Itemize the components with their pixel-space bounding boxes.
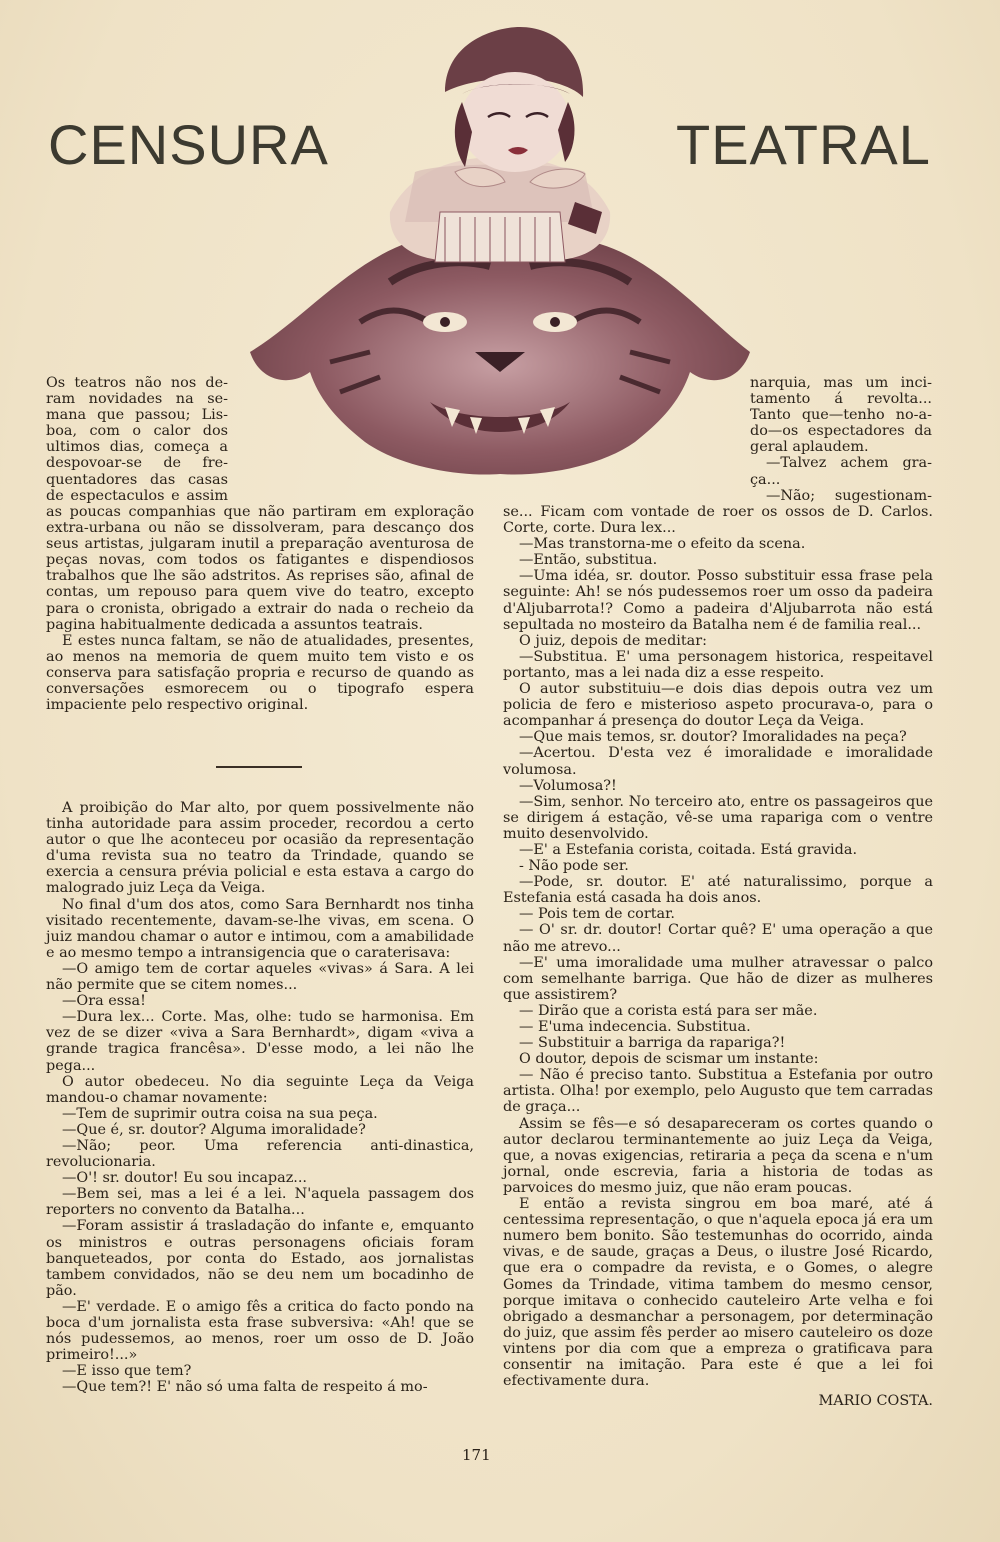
- paragraph: —E isso que tem?: [62, 1363, 192, 1380]
- paragraph: —Tem de suprimir outra coisa na sua peça.: [62, 1105, 378, 1122]
- right-column: [503, 504, 933, 1409]
- page-number: 171: [462, 1446, 491, 1464]
- paragraph: —Volumosa?!: [519, 777, 617, 794]
- paragraph: — Dirão que a corista está para ser mãe.: [519, 1002, 818, 1019]
- title-right: TEATRAL: [676, 113, 931, 176]
- paragraph: —Dura lex... Corte. Mas, olhe: tudo se harmonisa. Em vez de se dizer «viva a Sara Bernhardt», digam «viva a grande tragica francêsa». D'esse modo, a lei não lhe pega...: [46, 1009, 474, 1074]
- paragraph: —Que mais temos, sr. doutor? Imoralidades na peça?: [519, 729, 907, 746]
- paragraph: — O' sr. dr. doutor! Cortar quê? E' uma operação a que não me atrevo...: [503, 922, 933, 955]
- paragraph: —Que tem?! E' não só uma falta de respeito á mo-: [62, 1379, 428, 1396]
- intro-line: ultimos dias, começa a: [46, 439, 228, 456]
- right-line: Tanto que—tenho no-a-: [750, 407, 932, 424]
- woman-tiger-illustration: [240, 22, 760, 480]
- author-signature: MARIO COSTA.: [818, 1393, 933, 1410]
- right-line: tamento á revolta...: [750, 391, 932, 408]
- paragraph: —O amigo tem de cortar aqueles «vivas» á Sara. A lei não permite que se citem nomes...: [46, 960, 474, 994]
- paragraph: —E' a Estefania corista, coitada. Está gravida.: [519, 841, 858, 858]
- paragraph: —Não; peor. Uma referencia anti-dinastica, revolucionaria.: [46, 1137, 474, 1171]
- paragraph: No final d'um dos atos, como Sara Bernhardt nos tinha visitado recentemente, davam-se-lhe vivas, em scena. O juiz mandou chamar o autor e intimou, com a amabilidade e ao mesmo tempo a intransigencia que o caraterisava:: [46, 896, 474, 961]
- paragraph: —Ora essa!: [62, 993, 146, 1010]
- paragraph: - Não pode ser.: [519, 858, 629, 875]
- paragraph: O autor obedeceu. No dia seguinte Leça da Veiga mandou-o chamar novamente:: [46, 1073, 474, 1106]
- intro-line: ram novidades na se-: [46, 391, 228, 408]
- paragraph: O autor substituiu—e dois dias depois outra vez um policia de fero e misterioso aspeto procurava-o, para o acompanhar á presença do doutor Leça da Veiga.: [503, 681, 933, 730]
- paragraph: —Mas transtorna-me o efeito da scena.: [519, 536, 806, 553]
- intro-line: despovoar-se de fre-: [46, 455, 228, 472]
- intro-line: Os teatros não nos de-: [46, 375, 228, 391]
- paragraph: se... Ficam com vontade de roer os ossos de D. Carlos. Corte, corte. Dura lex...: [503, 504, 933, 537]
- intro-narrow-column: [46, 375, 228, 504]
- paragraph: E estes nunca faltam, se não de atualidades, presentes, ao menos na memoria de quem muito tem visto e os conserva para satisfação propria e recurso de quando as conversações esmorecem ou o tipografo espera impaciente pelo respectivo original.: [46, 632, 474, 714]
- paragraph: as poucas companhias que não partiram em exploração extra-urbana ou não se dissolveram, para descanço dos seus artistas, julgaram inutil a preparação aventurosa de peças novas, com todos os fatigantes e dispendiosos trabalhos que lhe são adstritos. As reprises são, afinal de contas, um repouso para quem vive do teatro, excepto para o cronista, obrigado a extrair do nada o recheio da pagina habitualmente dedicada a assuntos teatrais.: [46, 504, 474, 633]
- right-line: ça...: [750, 471, 781, 488]
- left-column: [46, 800, 474, 1395]
- intro-continuation: [46, 504, 474, 713]
- paragraph: — Não é preciso tanto. Substitua a Estefania por outro artista. Olha! por exemplo, pelo Augusto que tem carradas de graça...: [503, 1067, 933, 1116]
- paragraph: —Foram assistir á trasladação do infante e, emquanto os ministros e outras personagens oficiais foram banqueteados, por conta do Estado, aos jornalistas tambem convidados, não se deu nem um bocadinho de pão.: [46, 1218, 474, 1299]
- paragraph: —E' uma imoralidade uma mulher atravessar o palco com semelhante barriga. Que hão de dizer as mulheres que assistirem?: [503, 954, 933, 1003]
- paragraph: A proibição do Mar alto, por quem possivelmente não tinha autoridade para assim proceder, recordou a certo autor o que lhe aconteceu por ocasião da representação d'uma revista sua no teatro da Trindade, quando se exercia a censura prévia policial e esta estava a cargo do malogrado juiz Leça da Veiga.: [46, 800, 474, 897]
- section-divider: [216, 766, 302, 768]
- paragraph: — Pois tem de cortar.: [519, 906, 675, 923]
- paragraph: —Sim, senhor. No terceiro ato, entre os passageiros que se dirigem á estação, vê-se uma rapariga com o ventre muito desenvolvido.: [503, 793, 933, 842]
- right-line: narquia, mas um inci-: [750, 375, 932, 391]
- right-line: do—os espectadores da: [750, 423, 932, 440]
- right-narrow-column: [750, 375, 932, 504]
- intro-line: boa, com o calor dos: [46, 423, 228, 440]
- paragraph: O juiz, depois de meditar:: [519, 632, 707, 649]
- paragraph: Assim se fês—e só desapareceram os cortes quando o autor declarou terminantemente ao juiz Leça da Veiga, que, a novas exigencias, retiraria a peça da scena e n'um jornal, onde escrevia, faria a historia de todas as parvoices do mesmo juiz, que não eram poucas.: [503, 1115, 933, 1196]
- paragraph: — E'uma indecencia. Substitua.: [519, 1019, 751, 1035]
- title-left: CENSURA: [48, 113, 329, 176]
- paragraph: E então a revista singrou em boa maré, até á centessima representação, o que n'aquela epoca já era um numero bem bonito. São testemunhas do ocorrido, ainda vivas, e de saude, graças a Deus, o ilustre José Ricardo, que era o compadre da revista, e o Gomes, o alegre Gomes da Trindade, vitima tambem do mesmo censor, porque imitava o conhecido cauteleiro Arte velha e foi obrigado a desmanchar a personagem, por determinação do juiz, que assim fês perder ao misero cauteleiro os doze vintens por dia com que a empreza o gratificava para consentir na imitação. Para este é que a lei foi efectivamente dura.: [503, 1196, 933, 1390]
- paragraph: —E' verdade. E o amigo fês a critica do facto pondo na boca d'um jornalista esta frase subversiva: «Ah! que se nós pudessemos, ao menos, roer um osso de D. João primeiro!...»: [46, 1298, 474, 1364]
- paragraph: —Que é, sr. doutor? Alguma imoralidade?: [62, 1121, 366, 1138]
- paragraph: —Então, substitua.: [519, 552, 658, 569]
- paragraph: —Acertou. D'esta vez é imoralidade e imoralidade volumosa.: [503, 745, 933, 778]
- right-line: geral aplaudem.: [750, 439, 869, 456]
- right-line: —Não; sugestionam-: [766, 487, 932, 504]
- intro-line: de espectaculos e assim: [46, 487, 228, 504]
- paragraph: —O'! sr. doutor! Eu sou incapaz...: [62, 1170, 308, 1187]
- paragraph: —Substitua. E' uma personagem historica, respeitavel portanto, mas a lei nada diz a esse respeito.: [503, 648, 933, 681]
- intro-line: mana que passou; Lis-: [46, 407, 228, 424]
- paragraph: —Bem sei, mas a lei é a lei. N'aquela passagem dos reporters no convento da Batalha...: [46, 1186, 474, 1219]
- paragraph: —Uma idéa, sr. doutor. Posso substituir essa frase pela seguinte: Ah! se nós pudessemos roer um osso da padeira d'Aljubarrota!? Como a padeira d'Aljubarrota não está sepultada no mosteiro da Batalha nem é de familia real...: [503, 568, 933, 633]
- right-line: —Talvez achem gra-: [766, 455, 932, 472]
- paragraph: —Pode, sr. doutor. E' até naturalissimo, porque a Estefania está casada ha dois anos.: [503, 874, 933, 907]
- paragraph: O doutor, depois de scismar um instante:: [519, 1051, 819, 1068]
- paragraph: — Substituir a barriga da rapariga?!: [519, 1035, 786, 1052]
- intro-line: quentadores das casas: [46, 471, 228, 488]
